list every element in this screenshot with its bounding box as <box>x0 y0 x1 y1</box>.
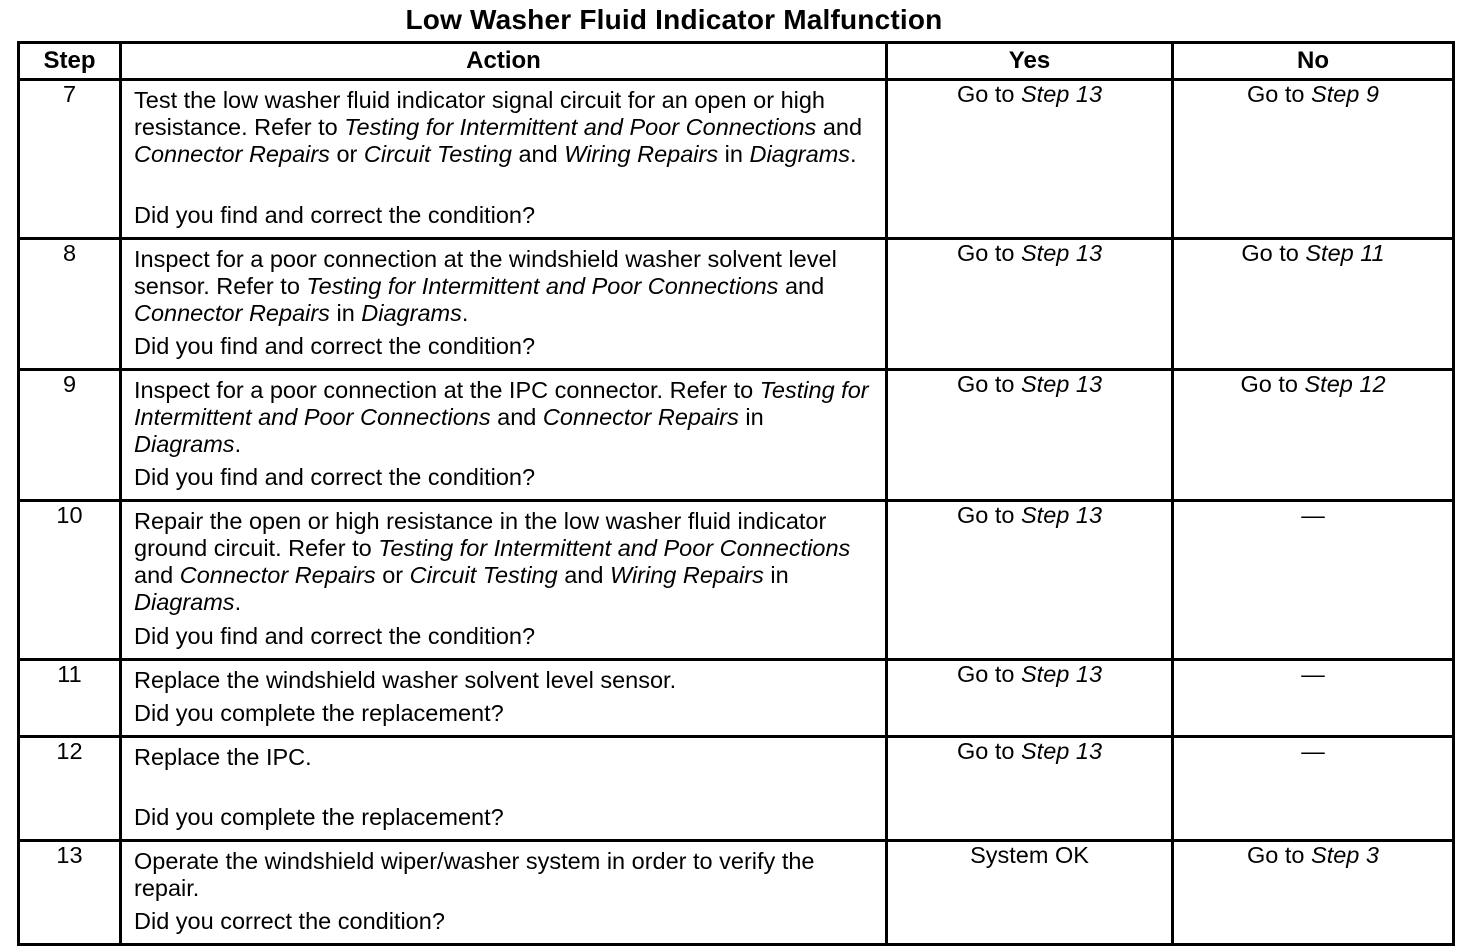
action-text-segment: Repair the open or high resistance in the low washer fluid indicator ground circuit. Refer to <box>134 508 827 561</box>
action-text-segment: Inspect for a poor connection at the windshield washer solvent level sensor. Refer to <box>134 246 837 299</box>
yes-step-link: Step 13 <box>1021 738 1103 764</box>
yes-step-link: Step 13 <box>1021 240 1103 266</box>
table-header-row <box>19 43 1454 80</box>
action-question: Did you find and correct the condition? <box>134 333 536 359</box>
no-result-prefix: Go to <box>1247 81 1312 107</box>
action-text-segment: in <box>738 404 764 430</box>
yes-result <box>887 370 1173 501</box>
action-text-segment: and <box>134 562 180 588</box>
reference-text: Testing for Intermittent and Poor Connections <box>378 535 851 561</box>
no-result-prefix: Go to <box>1240 371 1305 397</box>
yes-step-link: Step 13 <box>1021 661 1103 687</box>
page-title: Low Washer Fluid Indicator Malfunction <box>405 4 943 35</box>
table-row <box>19 737 1454 841</box>
reference-text: Circuit Testing <box>363 141 512 167</box>
action-text-segment: . <box>461 300 469 326</box>
yes-result <box>887 501 1173 660</box>
step-number: 12 <box>19 737 121 841</box>
yes-result <box>887 660 1173 737</box>
reference-text: Testing for Intermittent and Poor Connections <box>134 377 869 430</box>
reference-text: Wiring Repairs <box>609 562 764 588</box>
table-row <box>19 841 1454 945</box>
table-row <box>19 660 1454 737</box>
action-text-segment: Operate the windshield wiper/washer system in order to verify the repair. <box>134 848 815 901</box>
table-body <box>19 80 1454 945</box>
yes-result-prefix: System OK <box>970 842 1089 868</box>
action-text-segment: Test the low washer fluid indicator signal circuit for an open or high resistance. Refer to <box>134 87 826 140</box>
yes-step-link: Step 13 <box>1021 371 1103 397</box>
action-text <box>134 377 877 458</box>
yes-result-prefix: Go to <box>956 81 1021 107</box>
action-question: Did you find and correct the condition? <box>134 623 536 649</box>
no-result-prefix: Go to <box>1247 842 1312 868</box>
no-step-link: Step 3 <box>1311 842 1379 868</box>
action-text-segment: or <box>329 141 364 167</box>
no-result <box>1173 841 1454 945</box>
reference-text: Connector Repairs <box>542 404 739 430</box>
diagnostic-table <box>17 41 1455 946</box>
no-result-prefix: Go to <box>1241 240 1306 266</box>
yes-result-prefix: Go to <box>956 502 1021 528</box>
action-text-segment: in <box>718 141 750 167</box>
yes-result <box>887 841 1173 945</box>
action-text-segment: Replace the IPC. <box>134 744 312 770</box>
column-header-step: Step <box>19 43 121 80</box>
action-cell <box>121 239 887 370</box>
action-text-segment: and <box>557 562 610 588</box>
action-text-segment: and <box>511 141 565 167</box>
no-result <box>1173 239 1454 370</box>
reference-text: Connector Repairs <box>134 300 330 326</box>
step-number: 13 <box>19 841 121 945</box>
table-row <box>19 501 1454 660</box>
action-question: Did you correct the condition? <box>134 908 445 934</box>
action-text-segment: . <box>850 141 857 167</box>
step-number: 11 <box>19 660 121 737</box>
reference-text: Diagrams <box>749 141 851 167</box>
action-question: Did you find and correct the condition? <box>134 202 536 228</box>
action-cell <box>121 370 887 501</box>
yes-step-link: Step 13 <box>1021 81 1103 107</box>
reference-text: Circuit Testing <box>409 562 558 588</box>
yes-result <box>887 239 1173 370</box>
action-text-segment: . <box>234 431 242 457</box>
action-text-segment: and <box>490 404 543 430</box>
no-step-link: Step 9 <box>1311 81 1379 107</box>
action-cell <box>121 841 887 945</box>
action-text <box>134 246 877 327</box>
yes-result-prefix: Go to <box>956 661 1021 687</box>
reference-text: Testing for Intermittent and Poor Connections <box>344 114 817 140</box>
step-number: 7 <box>19 80 121 239</box>
reference-text: Diagrams <box>134 589 235 615</box>
reference-text: Wiring Repairs <box>564 141 719 167</box>
reference-text: Connector Repairs <box>179 562 376 588</box>
action-question: Did you find and correct the condition? <box>134 464 536 490</box>
action-cell <box>121 80 887 239</box>
action-text-segment: and <box>816 114 863 140</box>
action-question: Did you complete the replacement? <box>134 804 504 830</box>
yes-result-prefix: Go to <box>956 371 1021 397</box>
yes-result <box>887 737 1173 841</box>
yes-result-prefix: Go to <box>956 738 1021 764</box>
no-result-dash: — <box>1173 660 1454 737</box>
action-text-segment: in <box>329 300 362 326</box>
action-text <box>134 848 877 902</box>
action-question: Did you complete the replacement? <box>134 700 504 726</box>
reference-text: Connector Repairs <box>134 141 330 167</box>
step-number: 8 <box>19 239 121 370</box>
no-step-link: Step 11 <box>1305 240 1385 266</box>
action-cell <box>121 737 887 841</box>
action-text-segment: Replace the windshield washer solvent level sensor. <box>134 667 677 693</box>
action-text-segment: in <box>763 562 789 588</box>
no-step-link: Step 12 <box>1304 371 1386 397</box>
column-header-no: No <box>1173 43 1454 80</box>
action-cell <box>121 501 887 660</box>
action-text-segment: Inspect for a poor connection at the IPC connector. Refer to <box>134 377 760 403</box>
action-text <box>134 87 877 168</box>
action-text <box>134 744 877 771</box>
reference-text: Diagrams <box>361 300 462 326</box>
step-number: 9 <box>19 370 121 501</box>
action-cell <box>121 660 887 737</box>
action-text <box>134 667 877 694</box>
no-result <box>1173 80 1454 239</box>
no-result-dash: — <box>1173 737 1454 841</box>
column-header-yes: Yes <box>887 43 1173 80</box>
no-result-dash: — <box>1173 501 1454 660</box>
action-text-segment: or <box>375 562 410 588</box>
no-result <box>1173 370 1454 501</box>
table-row <box>19 80 1454 239</box>
yes-result-prefix: Go to <box>956 240 1021 266</box>
yes-result <box>887 80 1173 239</box>
table-row <box>19 370 1454 501</box>
table-row <box>19 239 1454 370</box>
action-text-segment: and <box>778 273 825 299</box>
action-text <box>134 508 877 616</box>
reference-text: Testing for Intermittent and Poor Connections <box>306 273 779 299</box>
step-number: 10 <box>19 501 121 660</box>
action-text-segment: . <box>234 589 242 615</box>
reference-text: Diagrams <box>134 431 235 457</box>
column-header-action: Action <box>121 43 887 80</box>
yes-step-link: Step 13 <box>1021 502 1103 528</box>
